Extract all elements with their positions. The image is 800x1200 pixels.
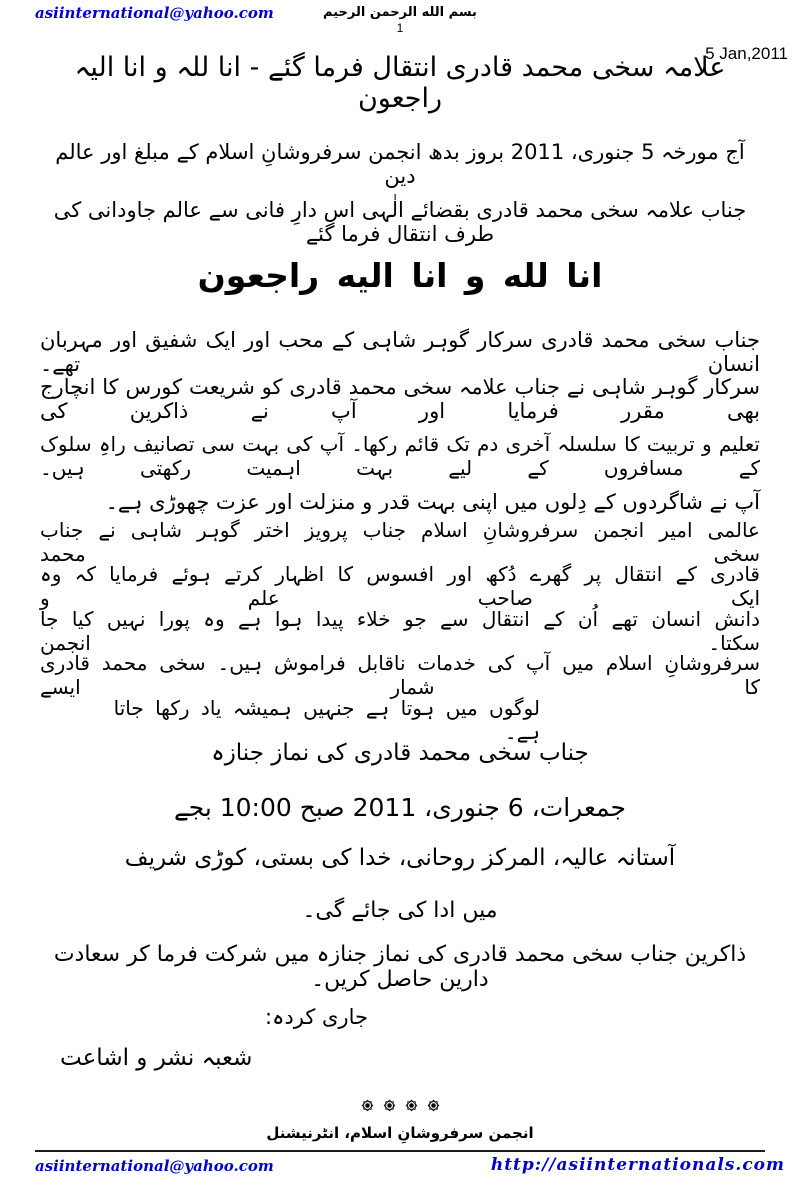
funeral-datetime: جمعرات، 6 جنوری، 2011 صبح 10:00 بجے [174,793,626,822]
intro-line: آج مورخہ 5 جنوری، 2011 بروز بدھ انجمن سرفروشانِ اسلام کے مبلغ اور عالم دین [55,140,745,188]
footer-divider [35,1150,765,1152]
main-title: علامہ سخی محمد قادری انتقال فرما گئے - انا للہ و انا الیہ راجعون [74,52,726,114]
date-text: 5 Jan,2011 [705,44,788,63]
footer-website-link[interactable]: http://asiinternationals.com [490,1155,785,1175]
condolence-line: عالمی امیر انجمن سرفروشانِ اسلام جناب پرویز اختر گوہر شاہی نے جناب سخی محمد [40,518,760,566]
star-ornament-icon [404,1098,419,1113]
inna-lillah-heading: انا لله و انا اليه راجعون [197,256,603,295]
services-line: آپ نے شاگردوں کے دِلوں میں اپنی بہت قدر و منزلت اور عزت چھوڑی ہے۔ [105,490,760,514]
star-ornament-row [40,1098,760,1113]
bismillah-text: بسم الله الرحمن الرحيم [323,5,477,20]
star-ornament-icon [426,1098,441,1113]
funeral-heading: جناب سخی محمد قادری کی نماز جنازہ [211,740,589,766]
organization-name: انجمن سرفروشانِ اسلام، انٹرنیشنل [266,1124,534,1142]
funeral-offered-line: میں ادا کی جائے گی۔ [302,898,498,923]
funeral-invitation: ذاکرین جناب سخی محمد قادری کی نماز جنازہ میں شرکت فرما کر سعادت دارین حاصل کریں۔ [53,942,747,992]
condolence-line: قادری کے انتقال پر گھرے دُکھ اور افسوس کا اظہار کرتے ہوئے فرمایا کہ وہ ایک صاحب علم و [40,562,760,610]
tribute-line: جناب سخی محمد قادری سرکار گوہر شاہی کے محب اور ایک شفیق اور مہربان انسان تھے۔ [40,328,760,376]
condolence-line: دانش انسان تھے اُن کے انتقال سے جو خلاء پیدا ہوا ہے وہ پورا نہیں کیا جا سکتا۔ انجمن [40,607,760,655]
header-email-link[interactable]: asiinternational@yahoo.com [35,4,274,22]
footer-email-link[interactable]: asiinternational@yahoo.com [35,1157,274,1175]
funeral-location: آستانہ عالیہ، المرکز روحانی، خدا کی بستی، کوڑی شریف [124,845,676,871]
issuing-department: شعبہ نشر و اشاعت [60,1045,253,1071]
intro-line: جناب علامہ سخی محمد قادری بقضائے الٰہی اس دارِ فانی سے عالم جاودانی کی طرف انتقال فرما گئے [53,198,747,246]
condolence-line: لوگوں میں ہوتا ہے جنہیں ہمیشہ یاد رکھا جاتا ہے۔ [113,696,540,744]
star-ornament-icon [382,1098,397,1113]
condolence-line: سرفروشانِ اسلام میں آپ کی خدمات ناقابل فراموش ہیں۔ سخی محمد قادری کا شمار ایسے [40,651,760,699]
services-line: سرکار گوہر شاہی نے جناب علامہ سخی محمد قادری کو شریعت کورس کا انچارج بھی مقرر فرمایا اور آپ نے ذاکرین کی [40,375,760,423]
star-ornament-icon [360,1098,375,1113]
issued-by-label: جاری کردہ: [265,1005,368,1029]
page-number: 1 [396,21,404,35]
services-line: تعلیم و تربیت کا سلسلہ آخری دم تک قائم رکھا۔ آپ کی بہت سی تصانیف راہِ سلوک کے مسافروں کے لیے بہت اہمیت رکھتی ہیں۔ [40,432,760,480]
